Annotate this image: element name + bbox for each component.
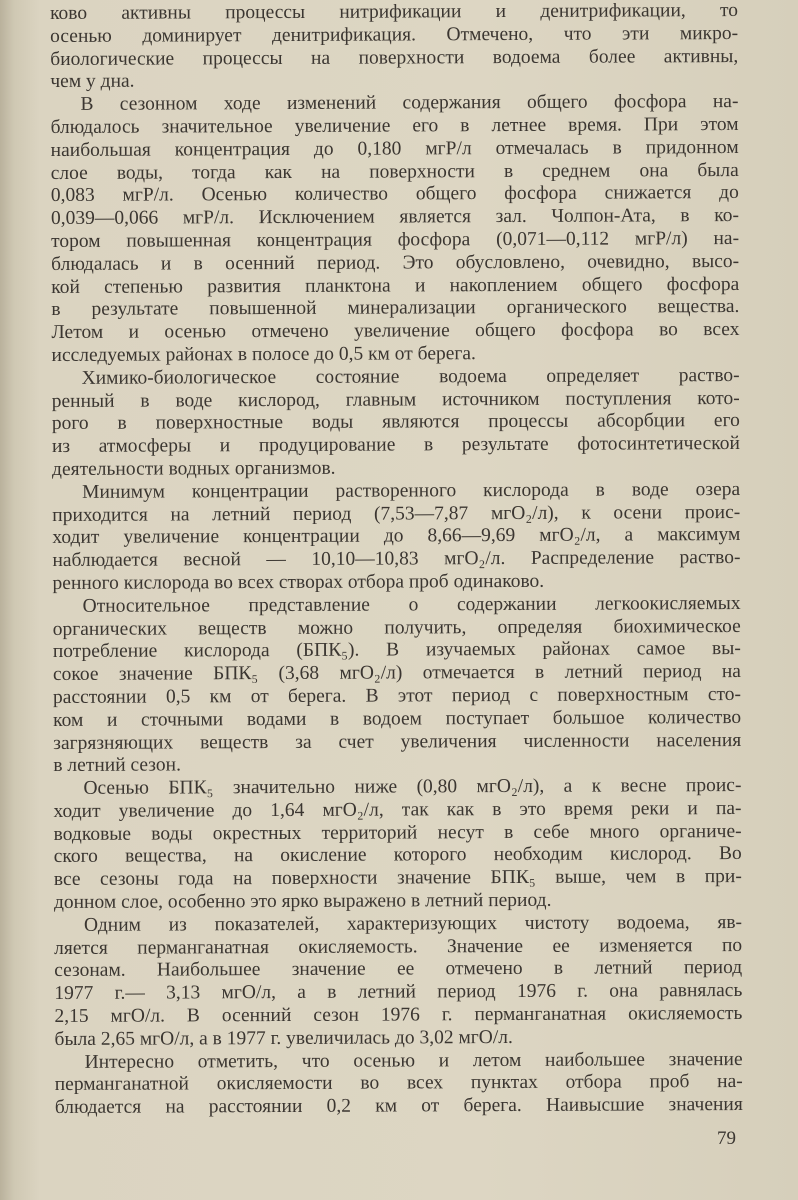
text-line: донном слое, особенно это ярко выражено в летний период. — [53, 889, 552, 914]
text-line: была 2,65 мгO/л, а в 1977 г. увеличилась до 3,02 мгO/л. — [54, 1026, 513, 1050]
text-line: Осенью БПК₅ значительно ниже (0,80 мгO₂/л), а к весне проис- — [83, 775, 742, 799]
text-line: Относительное представление о содержании легкоокисляемых — [82, 592, 741, 617]
text-line: Одним из показателей, характеризующих чистоту водоема, яв- — [83, 911, 743, 936]
text-line: кой степенью развития планктона и накоплением общего фосфора — [51, 273, 740, 298]
text-line: ляется перманганатная окисляемость. Значение ее изменяется по — [54, 934, 743, 959]
text-line: расстоянии 0,5 км от берега. В этот период с поверхностным сто- — [52, 683, 742, 708]
page-number: 79 — [717, 1128, 736, 1149]
text-line: перманганатной окисляемости во всех пунктах отбора проб на- — [54, 1071, 743, 1096]
text-line: исследуемых районах в полосе до 0,5 км от берега. — [51, 343, 476, 366]
text-line: ком и сточными водами в водоем поступает большое количество — [53, 706, 742, 731]
text-line: блюдается на расстоянии 0,2 км от берега. Наивысшие значения — [54, 1094, 743, 1119]
text-line: ренного кислорода во всех створах отбора проб одинаково. — [52, 570, 545, 594]
text-line: рого в поверхностные воды являются процессы абсорбции его — [51, 410, 740, 435]
text-line: потребление кислорода (БПК₅). В изучаемых районах самое вы- — [52, 638, 741, 663]
text-line: водковые воды окрестных территорий несут в себе много органиче- — [53, 820, 742, 845]
text-line: Летом и осенью отмечено увеличение общего фосфора во всех — [51, 319, 740, 344]
text-line: блюдалось значительное увеличение его в летнее время. При этом — [50, 113, 739, 138]
text-line: осенью доминирует денитрификация. Отмечено, что эти микро- — [50, 22, 739, 47]
text-line: В сезонном ходе изменений содержания общего фосфора на- — [80, 91, 739, 116]
text-line: ково активны процессы нитрификации и денитрификации, то — [50, 0, 739, 24]
text-line: ходит увеличение концентрации до 8,66—9,69 мгO₂/л, а максимум — [52, 524, 741, 549]
text-line: сезонам. Наибольшее значение ее отмечено в летний период — [54, 957, 743, 982]
text-line: биологические процессы на поверхности водоема более активны, — [50, 45, 739, 70]
text-line: сокое значение БПК₅ (3,68 мгO₂/л) отмечается в летний период на — [52, 661, 741, 686]
text-line: в результате повышенной минерализации органического вещества. — [51, 296, 740, 321]
text-line: в летний сезон. — [53, 754, 181, 777]
text-line: слое воды, тогда как на поверхности в среднем она была — [50, 159, 739, 184]
text-line: Интересно отметить, что осенью и летом наибольшее значение — [84, 1048, 743, 1073]
text-line: тором повышенная концентрация фосфора (0,071—0,112 мгР/л) на- — [50, 227, 740, 252]
text-line: 0,039—0,066 мгР/л. Исключением является зал. Чолпон-Ата, в ко- — [50, 205, 739, 230]
text-line: 2,15 мгO/л. В осенний сезон 1976 г. перманганатная окисляемость — [54, 1003, 743, 1028]
text-line: приходится на летний период (7,53—7,87 мгO₂/л), к осени проис- — [52, 501, 741, 526]
text-line: загрязняющих веществ за счет увеличения численности населения — [53, 729, 742, 754]
text-line: чем у дна. — [50, 71, 135, 93]
text-line: ходит увеличение до 1,64 мгO₂/л, так как в это время реки и па- — [53, 797, 742, 822]
text-line: блюдалась и в осенний период. Это обусловлено, очевидно, высо- — [51, 250, 740, 275]
text-line: наибольшая концентрация до 0,180 мгР/л отмечалась в придонном — [50, 136, 739, 161]
body-text — [50, 0, 743, 1120]
text-line: из атмосферы и продуцирование в результате фотосинтетической — [51, 433, 740, 458]
text-line: все сезоны года на поверхности значение БПК₅ выше, чем в при- — [53, 866, 742, 891]
text-line: наблюдается весной — 10,10—10,83 мгO₂/л. Распределение раство- — [52, 547, 741, 572]
text-line: Химико-биологическое состояние водоема определяет раство- — [81, 364, 740, 389]
text-line: органических веществ можно получить, определяя биохимическое — [52, 615, 741, 640]
text-line: Минимум концентрации растворенного кислорода в воде озера — [82, 478, 741, 503]
text-line: ренный в воде кислород, главным источником поступления кото- — [51, 387, 740, 412]
text-line: 0,083 мгР/л. Осенью количество общего фосфора снижается до — [50, 182, 739, 207]
text-line: 1977 г.— 3,13 мгO/л, а в летний период 1976 г. она равнялась — [54, 980, 743, 1005]
text-line: ского вещества, на окисление которого необходим кислород. Во — [53, 843, 742, 868]
text-line: деятельности водных организмов. — [51, 457, 336, 480]
